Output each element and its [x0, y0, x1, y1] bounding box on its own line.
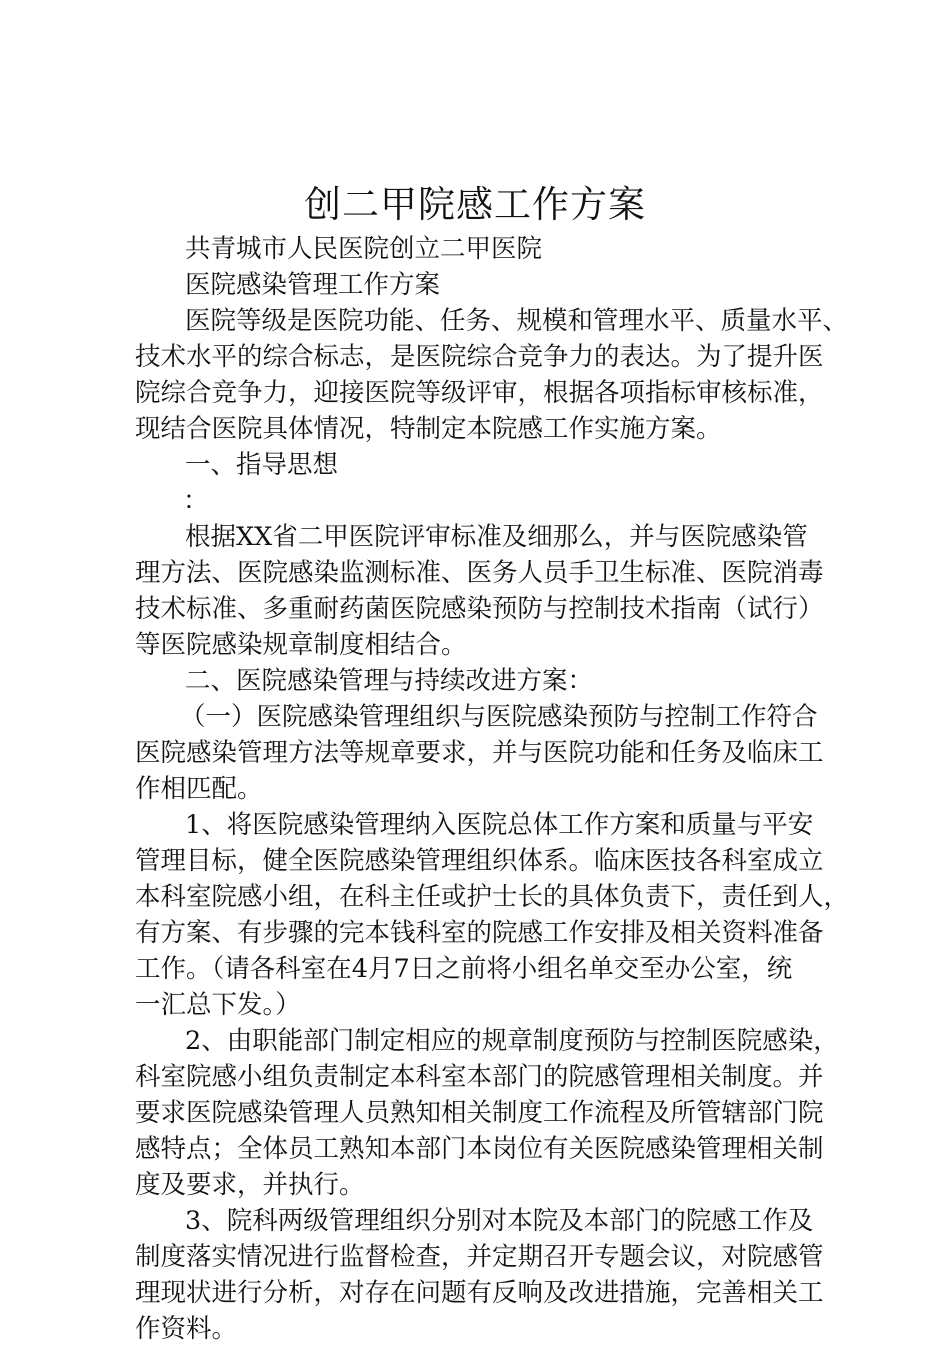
- body-line: 根据XX省二甲医院评审标准及细那么，并与医院感染管: [185, 522, 808, 552]
- body-line: 工作。（请各科室在4月7日之前将小组名单交至办公室，统: [135, 954, 793, 984]
- body-line: 感特点；全体员工熟知本部门本岗位有关医院感染管理相关制: [135, 1134, 824, 1164]
- body-line: 技术水平的综合标志，是医院综合竞争力的表达。为了提升医: [135, 342, 824, 372]
- numbered-item: 1、将医院感染管理纳入医院总体工作方案和质量与平安: [185, 810, 814, 840]
- body-line: ：: [183, 486, 209, 516]
- body-line: 医院感染管理工作方案: [185, 270, 441, 300]
- body-line: 有方案、有步骤的完本钱科室的院感工作安排及相关资料准备: [135, 918, 824, 948]
- body-line: 等医院感染规章制度相结合。: [135, 630, 467, 660]
- body-line: 科室院感小组负责制定本科室本部门的院感管理相关制度。并: [135, 1062, 824, 1092]
- body-line: 院综合竞争力，迎接医院等级评审，根据各项指标审核标准，: [135, 378, 824, 408]
- body-line: 技术标准、多重耐药菌医院感染预防与控制技术指南（试行）: [135, 594, 824, 624]
- body-line: 要求医院感染管理人员熟知相关制度工作流程及所管辖部门院: [135, 1098, 824, 1128]
- body-line: 度及要求，并执行。: [135, 1170, 365, 1200]
- body-line: 理方法、医院感染监测标准、医务人员手卫生标准、医院消毒: [135, 558, 824, 588]
- body-line: 一汇总下发。）: [135, 990, 301, 1020]
- subsection-line: （一）医院感染管理组织与医院感染预防与控制工作符合: [180, 702, 818, 732]
- body-line: 作相匹配。: [135, 774, 263, 804]
- body-line: 医院等级是医院功能、任务、规模和管理水平、质量水平、: [185, 306, 849, 336]
- body-line: 共青城市人民医院创立二甲医院: [185, 234, 543, 264]
- document-title: 创二甲院感工作方案: [304, 183, 646, 226]
- body-line: 管理目标，健全医院感染管理组织体系。临床医技各科室成立: [135, 846, 824, 876]
- body-line: 现结合医院具体情况，特制定本院感工作实施方案。: [135, 414, 722, 444]
- body-line: 本科室院感小组，在科主任或护士长的具体负责下，责任到人，: [135, 882, 850, 912]
- section-heading: 一、指导思想: [185, 450, 339, 480]
- body-line: 理现状进行分析，对存在问题有反响及改进措施，完善相关工: [135, 1278, 824, 1308]
- section-heading: 二、医院感染管理与持续改进方案：: [185, 666, 594, 696]
- body-line: 作资料。: [135, 1314, 238, 1344]
- numbered-item: 3、院科两级管理组织分别对本院及本部门的院感工作及: [185, 1206, 814, 1236]
- body-line: 制度落实情况进行监督检查，并定期召开专题会议，对院感管: [135, 1242, 824, 1272]
- numbered-item: 2、由职能部门制定相应的规章制度预防与控制医院感染，: [185, 1026, 839, 1056]
- document-body: [135, 231, 850, 1347]
- body-line: 医院感染管理方法等规章要求，并与医院功能和任务及临床工: [135, 738, 824, 768]
